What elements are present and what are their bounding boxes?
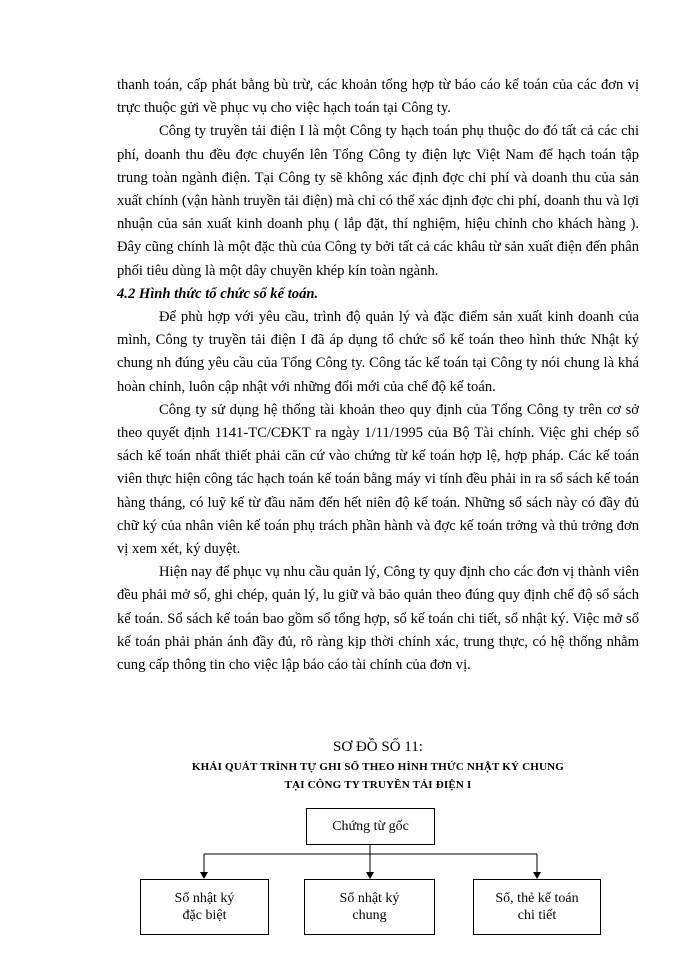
arrow-head xyxy=(200,872,208,879)
diagram-subtitle: KHÁI QUÁT TRÌNH TỰ GHI SỔ THEO HÌNH THỨC NHẬT KÝ CHUNG xyxy=(191,761,565,773)
diagram-subtitle: TẠI CÔNG TY TRUYỀN TẢI ĐIỆN I xyxy=(284,779,472,791)
arrow-head xyxy=(366,872,374,879)
paragraph: Để phù hợp với yêu cầu, trình độ quản lý và đặc điểm sản xuất kinh doanh của mình, Công ty truyền tải điện I đã áp dụng tổ chức sổ kế toán theo hình thức Nhật ký chung nh đúng yêu cầu của Tổng Công ty. Công tác kế toán tại Công ty nói chung là khá hoàn chỉnh, luôn cập nhật với những đổi mới của chế độ kế toán. xyxy=(117,309,639,395)
paragraph-continuation: thanh toán, cấp phát bằng bù trừ, các khoản tổng hợp từ báo cáo kế toán của các đơn vị trực thuộc gửi về phục vụ cho việc hạch toán tại Công ty. xyxy=(117,77,639,117)
diagram-box-general-journal xyxy=(304,879,435,935)
box-label: đặc biệt xyxy=(182,908,227,923)
body-text xyxy=(117,74,639,677)
box-label: Sổ nhật ký xyxy=(174,891,235,906)
paragraph: Công ty truyền tải điện I là một Công ty hạch toán phụ thuộc do đó tất cả các chi phí, doanh thu đều đợc chuyển lên Tổng Công ty điện lực Việt Nam để hạch toán tập trung toàn ngành điện. Tại Công ty sẽ không xác định đợc chi phí và doanh thu của sản xuất chính (vận hành truyền tải điện) mà chỉ có thể xác định đợc chi phí, doanh thu và lợi nhuận của sản xuất kinh doanh phụ ( lắp đặt, thí nghiệm, hiệu chỉnh cho khách hàng ). Đây cũng chính là một đặc thù của Công ty bởi tất cả các khâu từ sản xuất điện đến phân phối tiêu dùng là một dây chuyền khép kín toàn ngành. xyxy=(117,123,640,279)
box-label: chung xyxy=(352,908,387,923)
box-label: Sổ nhật ký xyxy=(339,891,400,906)
diagram-box-detail-ledger xyxy=(473,879,601,935)
paragraph: Công ty sử dụng hệ thống tài khoản theo quy định của Tổng Công ty trên cơ sở theo quyết định 1141-TC/CĐKT ra ngày 1/11/1995 của Bộ Tài chính. Việc ghi chép sổ sách kế toán nhất thiết phải căn cứ vào chứng từ kế toán hợp lệ, hợp pháp. Các kế toán viên thực hiện công tác hạch toán kế toán bằng máy vi tính đều phải in ra sổ sách kế toán hàng tháng, có luỹ kế từ đầu năm đến hết niên độ kế toán. Những sổ sách này có đầy đủ chữ ký của nhân viên kế toán phụ trách phần hành và đợc kế toán trởng và thủ trởng đơn vị xem xét, ký duyệt. xyxy=(117,401,639,558)
box-label: Chứng từ gốc xyxy=(332,819,409,834)
box-label: Sổ, thẻ kế toán xyxy=(495,891,579,906)
box-label: chi tiết xyxy=(517,908,557,923)
diagram-box-special-journal xyxy=(140,879,269,935)
diagram-box-root xyxy=(306,808,435,845)
arrow-head xyxy=(533,872,541,879)
paragraph: Hiện nay để phục vụ nhu cầu quản lý, Công ty quy định cho các đơn vị thành viên đều phải mở sổ, ghi chép, quản lý, lu giữ và bảo quản theo đúng quy định chế độ sổ sách kế toán. Sổ sách kế toán bao gồm sổ tổng hợp, sổ kế toán chi tiết, sổ nhật ký. Việc mở sổ kế toán phải phản ánh đầy đủ, rõ ràng kịp thời chính xác, trung thực, có hệ thống nhằm cung cấp thông tin cho việc lập báo cáo tài chính của đơn vị. xyxy=(117,564,639,674)
section-heading: 4.2 Hình thức tổ chức sổ kế toán. xyxy=(117,285,319,302)
diagram-title: SƠ ĐỒ SỐ 11: xyxy=(333,739,423,755)
